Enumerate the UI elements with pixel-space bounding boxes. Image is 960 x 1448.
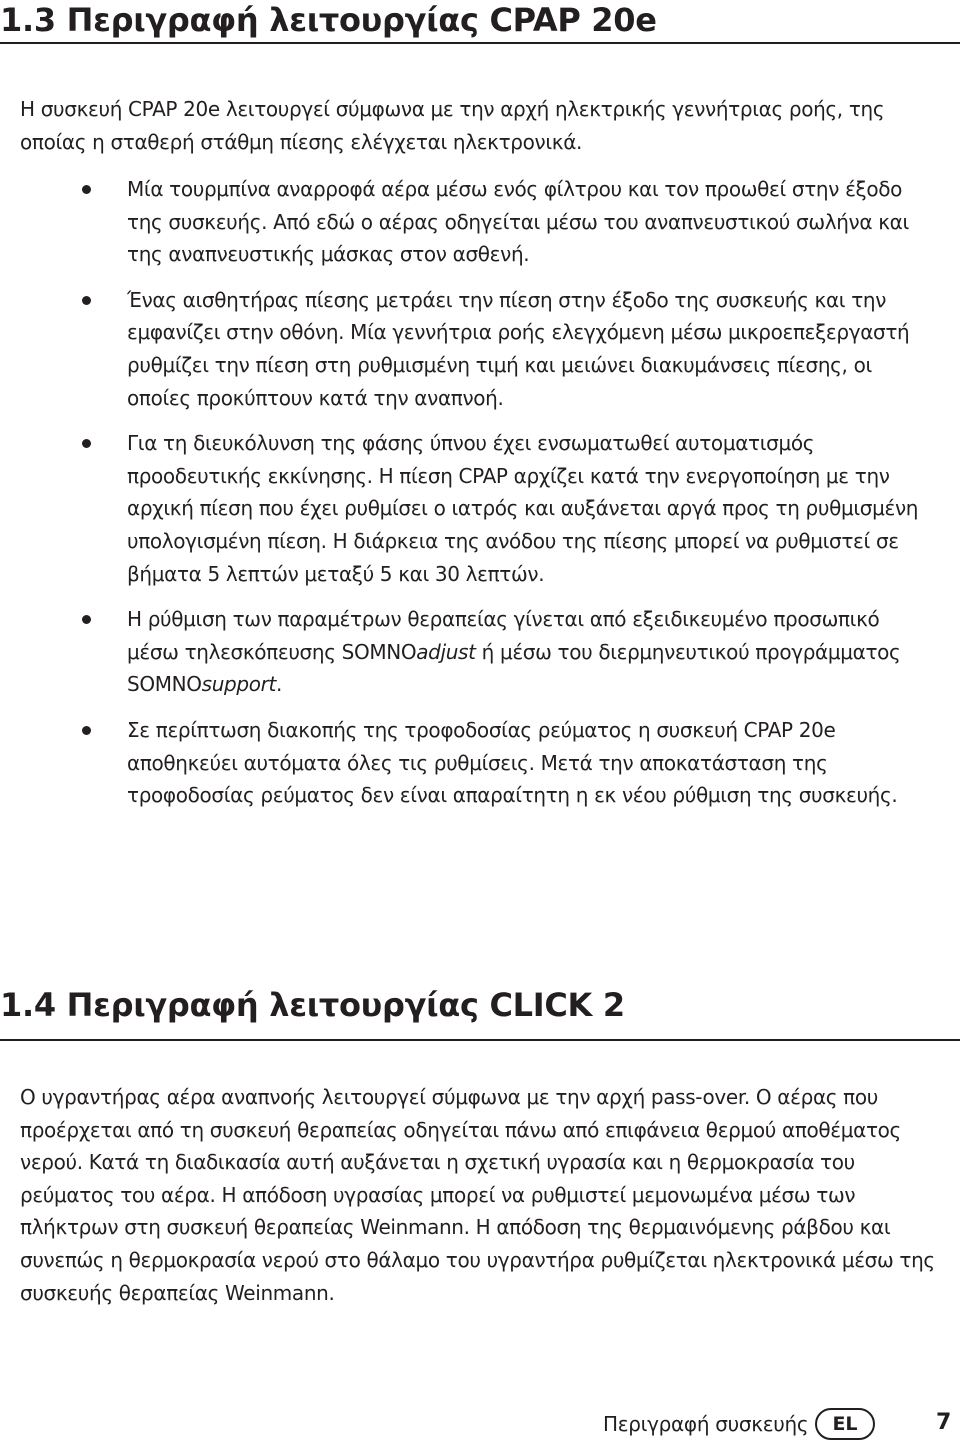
section-1-3-bullet-list [0, 173, 930, 812]
bullet-text: Σε περίπτωση διακοπής της τροφοδοσίας ρεύματος η συσκευή CPAP 20e αποθηκεύει αυτόματα όλες τις ρυθμίσεις. Μετά την αποκατάσταση της τροφοδοσίας ρεύματος δεν είναι απαραίτητη η εκ νέου ρύθμιση της συσκευής. [127, 717, 898, 808]
footer-section-label: Περιγραφή συσκευής [603, 1412, 809, 1436]
bullet-icon [82, 439, 91, 448]
section-1-3-intro: Η συσκευή CPAP 20e λειτουργεί σύμφωνα με την αρχή ηλεκτρικής γεννήτριας ροής, της οποίας η σταθερή στάθμη πίεσης ελέγχεται ηλεκτρονικά. [20, 97, 885, 154]
section-1-4-title: 1.4 Περιγραφή λειτουργίας CLICK 2 [0, 986, 625, 1024]
bullet-text-part: Η ρύθμιση των παραμέτρων θεραπείας γίνεται από εξειδικευμένο προσωπικό μέσω τηλεσκόπευσης SOMNO [127, 607, 880, 664]
section-divider-rule [0, 1039, 960, 1041]
language-badge: EL [815, 1408, 875, 1440]
list-item [0, 284, 930, 414]
bullet-icon [82, 726, 91, 735]
product-name-italic: adjust [416, 639, 476, 664]
bullet-text [127, 607, 900, 696]
bullet-text-part: ή μέσω του διερμηνευτικού προγράμματος SOMNO [127, 639, 901, 697]
section-1-4-body: Ο υγραντήρας αέρα αναπνοής λειτουργεί σύμφωνα με την αρχή pass-over. Ο αέρας που προέρχεται από τη συσκευή θεραπείας οδηγείται πάνω από επιφάνεια θερμού αποθέματος νερού. Κατά τη διαδικασία αυτή αυξάνεται η σχετική υγρασία και η θερμοκρασία του ρεύματος του αέρα. Η απόδοση υγρασίας μπορεί να ρυθμιστεί μεμονωμένα μέσω των πλήκτρων στη συσκευή θεραπείας Weinmann. Η απόδοση της θερμαινόμενης ράβδου και συνεπώς η θερμοκρασία νερού στο θάλαμο του υγραντήρα ρυθμίζεται ηλεκτρονικά μέσω της συσκευής θεραπείας Weinmann. [20, 1085, 935, 1305]
bullet-icon [82, 185, 91, 194]
top-rule [0, 42, 960, 44]
list-item [0, 603, 930, 701]
page-number: 7 [936, 1410, 952, 1435]
bullet-text: Μία τουρμπίνα αναρροφά αέρα μέσω ενός φίλτρου και τον προωθεί στην έξοδο της συσκευής. Από εδώ ο αέρας οδηγείται μέσω του αναπνευστικού σωλήνα και της αναπνευστικής μάσκας στον ασθενή. [127, 177, 909, 267]
product-name-italic: support [201, 672, 276, 697]
bullet-text: Για τη διευκόλυνση της φάσης ύπνου έχει ενσωματωθεί αυτοματισμός προοδευτικής εκκίνησης. Η πίεση CPAP αρχίζει κατά την ενεργοποίηση με την αρχική πίεση που έχει ρυθμίσει ο ιατρός και αυξάνεται αργά προς τη ρυθμισμένη υπολογισμένη πίεση. Η διάρκεια της ανόδου της πίεσης μπορεί να ρυθμιστεί σε βήματα 5 λεπτών μεταξύ 5 και 30 λεπτών. [127, 431, 919, 586]
list-item [0, 173, 930, 271]
section-1-3-title: 1.3 Περιγραφή λειτουργίας CPAP 20e [0, 1, 657, 39]
list-item [0, 714, 930, 812]
bullet-text-part: . [276, 672, 283, 697]
bullet-text: Ένας αισθητήρας πίεσης μετράει την πίεση στην έξοδο της συσκευής και την εμφανίζει στην οθόνη. Μία γεννήτρια ροής ελεγχόμενη μέσω μικροεπεξεργαστή ρυθμίζει την πίεση στη ρυθμισμένη τιμή και μειώνει διακυμάνσεις πίεσης, οι οποίες προκύπτουν κατά την αναπνοή. [127, 287, 910, 410]
bullet-icon [82, 615, 91, 624]
list-item [0, 427, 930, 590]
bullet-icon [82, 296, 91, 305]
